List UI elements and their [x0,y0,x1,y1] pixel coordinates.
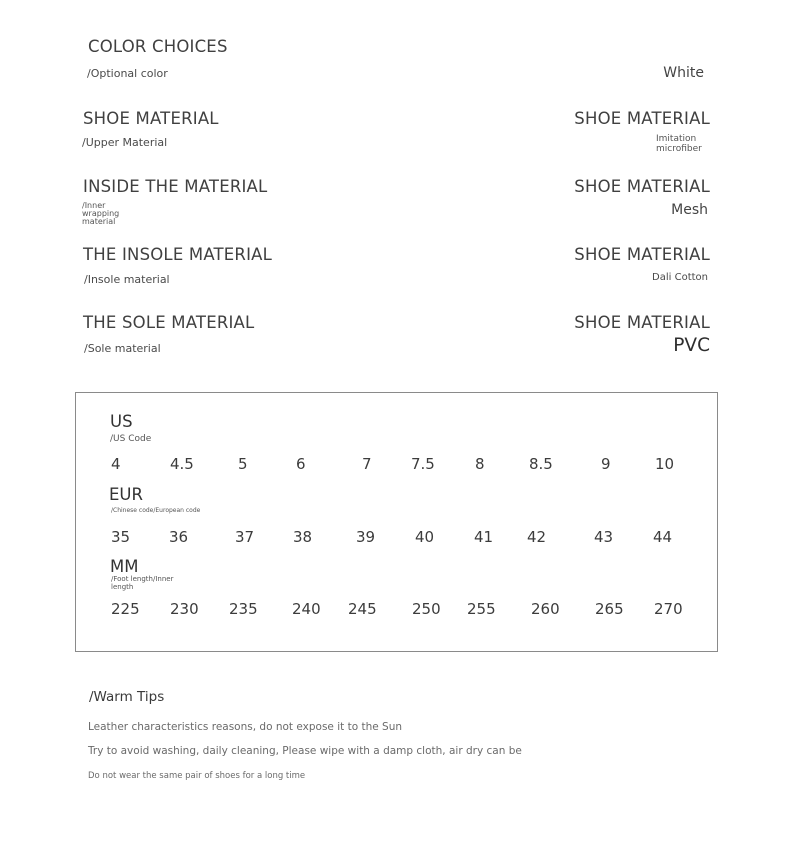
color-value: White [663,65,704,81]
eur-size: 36 [169,528,189,546]
upper-material-value: Imitation microfiber [656,134,702,154]
eur-size: 39 [356,528,376,546]
sole-material-value-title: SHOE MATERIAL [574,313,710,332]
eur-size: 40 [415,528,435,546]
us-size: 10 [655,455,675,473]
mm-size: 230 [170,600,199,618]
eur-size: 41 [474,528,494,546]
us-size: 4 [111,455,121,473]
eur-size: 44 [653,528,673,546]
mm-label: MM [110,557,139,576]
mm-size: 270 [654,600,683,618]
eur-label: EUR [109,485,143,504]
upper-material-subtitle: /Upper Material [82,136,168,149]
us-size: 8 [475,455,485,473]
sole-material-title: THE SOLE MATERIAL [83,313,255,332]
eur-size: 35 [111,528,131,546]
insole-material-subtitle: /Insole material [84,273,170,286]
insole-material-value-title: SHOE MATERIAL [574,245,710,264]
color-choices-subtitle: /Optional color [87,67,168,80]
mm-size: 265 [595,600,624,618]
inside-material-value: Mesh [671,202,708,218]
eur-size: 38 [293,528,313,546]
us-size: 5 [238,455,248,473]
tip-item: Try to avoid washing, daily cleaning, Please wipe with a damp cloth, air dry can be [88,745,522,757]
us-sublabel: /US Code [110,434,152,444]
eur-size: 43 [594,528,614,546]
insole-material-title: THE INSOLE MATERIAL [83,245,273,264]
mm-size: 260 [531,600,560,618]
us-label: US [110,412,133,431]
mm-size: 235 [229,600,258,618]
mm-size: 255 [467,600,496,618]
us-size: 4.5 [170,455,194,473]
insole-material-value: Dali Cotton [652,272,708,283]
tip-item: Do not wear the same pair of shoes for a long time [88,771,306,781]
us-size: 9 [601,455,611,473]
us-size: 7 [362,455,372,473]
inside-material-value-title: SHOE MATERIAL [574,177,710,196]
color-choices-title: COLOR CHOICES [88,37,228,56]
eur-size: 42 [527,528,547,546]
tip-item: Leather characteristics reasons, do not expose it to the Sun [88,721,403,733]
inside-material-title: INSIDE THE MATERIAL [83,177,268,196]
upper-material-title: SHOE MATERIAL [83,109,219,128]
mm-size: 240 [292,600,321,618]
us-size: 6 [296,455,306,473]
inside-material-subtitle: /Inner wrapping material [82,201,120,226]
mm-size: 245 [348,600,377,618]
us-size: 7.5 [411,455,435,473]
eur-size: 37 [235,528,255,546]
mm-size: 225 [111,600,140,618]
mm-size: 250 [412,600,441,618]
warm-tips-title: /Warm Tips [89,689,165,705]
us-size: 8.5 [529,455,553,473]
mm-sublabel: /Foot length/Inner length [111,575,174,591]
size-chart [75,392,718,652]
sole-material-value: PVC [673,335,710,356]
sole-material-subtitle: /Sole material [84,342,161,355]
eur-sublabel: /Chinese code/European code [111,507,201,514]
upper-material-value-title: SHOE MATERIAL [574,109,710,128]
